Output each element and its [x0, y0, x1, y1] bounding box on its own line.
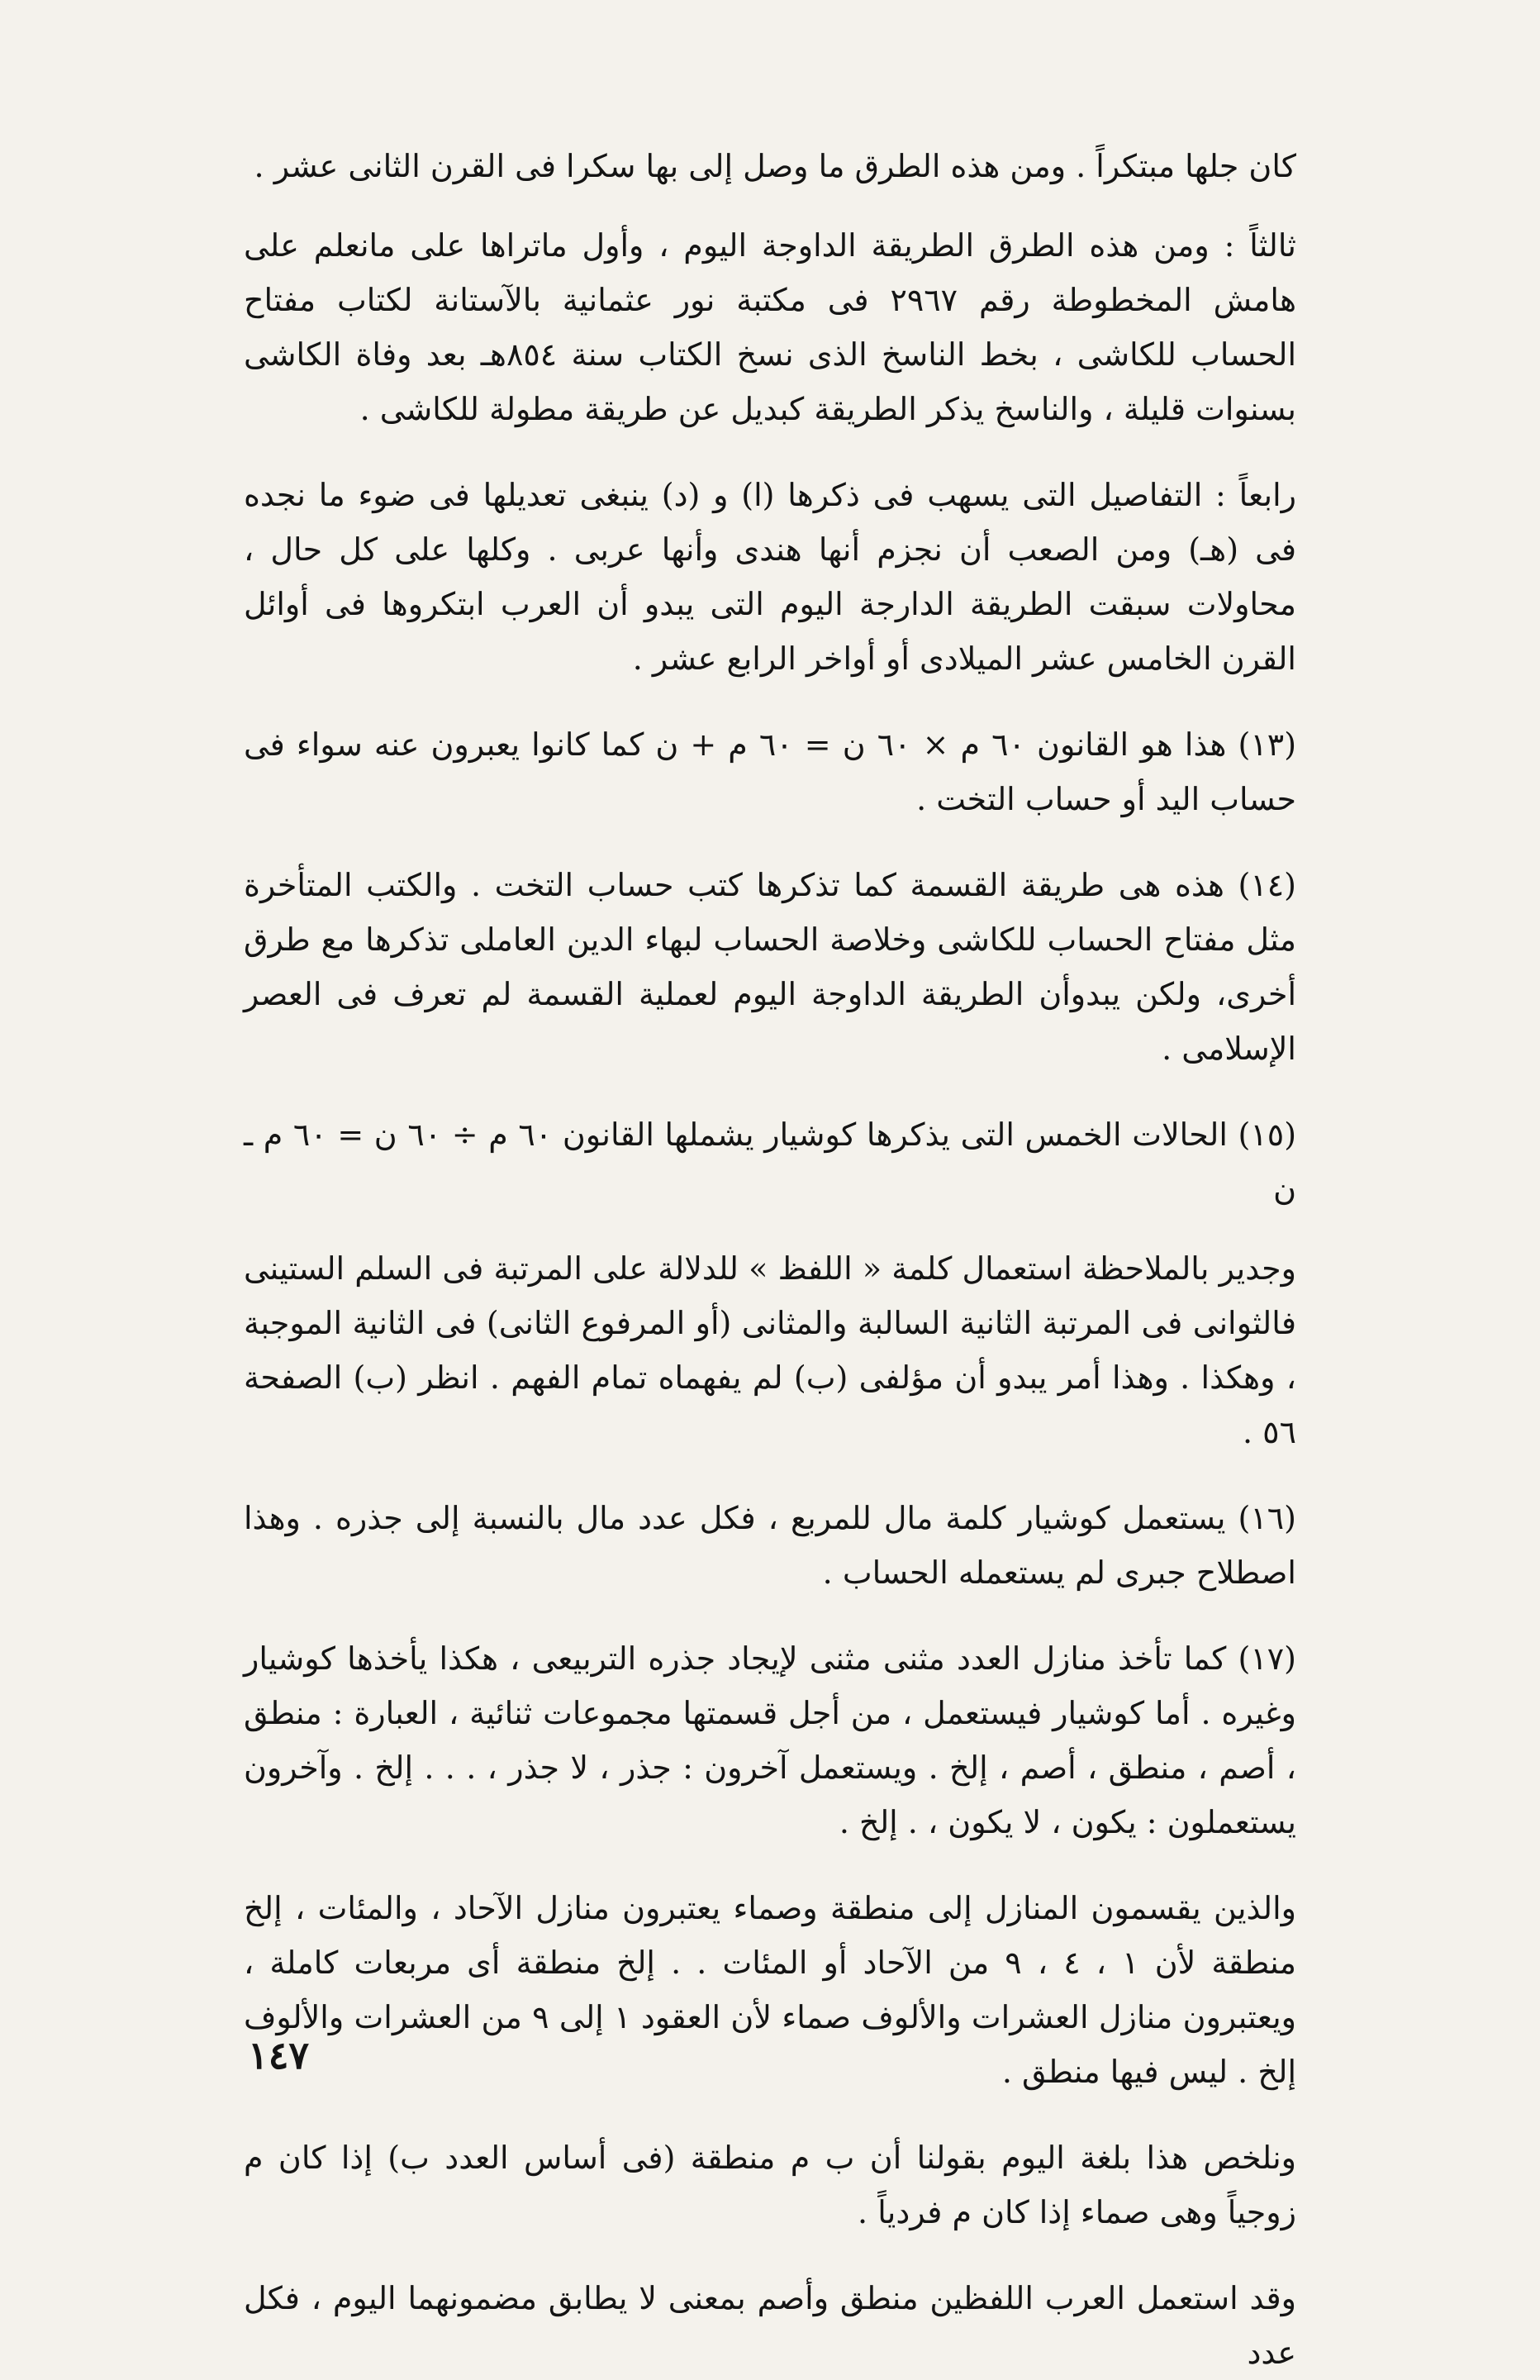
paragraph-3: رابعاً : التفاصيل التى يسهب فى ذكرها (ا) و (د) ينبغى تعديلها فى ضوء ما نجده فى (هـ) ومن الصعب أن نجزم أنها هندى وأنها عربى . وكلها على كل حال ، محاولات سبقت الطريقة الدارجة اليوم التى يبدو أن العرب ابتكروها فى أوائل القرن الخامس عشر الميلادى أو أواخر الرابع عشر .	[244, 477, 1296, 677]
page-number: ١٤٧	[248, 2033, 310, 2078]
paragraph-1: كان جلها مبتكراً . ومن هذه الطرق ما وصل إلى بها سكرا فى القرن الثانى عشر .	[254, 148, 1296, 184]
paragraph-rational-places: والذين يقسمون المنازل إلى منطقة وصماء يعتبرون منازل الآحاد ، والمئات ، إلخ منطقة لأن ١ ، ٤ ، ٩ من الآحاد أو المئات . . إلخ منطقة أى مربعات كاملة ، ويعتبرون منازل العشرات والألوف صماء لأن العقود ١ إلى ٩ من العشرات والألوف إلخ . ليس فيها منطق .	[244, 1890, 1297, 2090]
paragraph-note-15-cont: وجدير بالملاحظة استعمال كلمة « اللفظ » للدلالة على المرتبة فى السلم الستينى فالثوانى فى المرتبة الثانية السالبة والمثانى (أو المرفوع الثانى) فى الثانية الموجبة ، وهكذا . وهذا أمر يبدو أن مؤلفى (ب) لم يفهماه تمام الفهم . انظر (ب) الصفحة ٥٦ .	[244, 1250, 1296, 1450]
paragraph-note-16: (١٦) يستعمل كوشيار كلمة مال للمربع ، فكل عدد مال بالنسبة إلى جذره . وهذا اصطلاح جبرى لم يستعمله الحساب .	[244, 1500, 1296, 1591]
paragraph-summary: ونلخص هذا بلغة اليوم بقولنا أن ب م منطقة (فى أساس العدد ب) إذا كان م زوجياً وهى صماء إذا كان م فردياً .	[244, 2140, 1296, 2230]
paragraph-note-15: (١٥) الحالات الخمس التى يذكرها كوشيار يشملها القانون ٦٠ م ÷ ٦٠ ن = ٦٠ م ـ ن	[244, 1116, 1297, 1207]
paragraph-note-13: (١٣) هذا هو القانون ٦٠ م × ٦٠ ن = ٦٠ م + ن كما كانوا يعبرون عنه سواء فى حساب اليد أو حساب التخت .	[244, 726, 1297, 817]
paragraph-note-14: (١٤) هذه هى طريقة القسمة كما تذكرها كتب حساب التخت . والكتب المتأخرة مثل مفتاح الحساب للكاشى وخلاصة الحساب لبهاء الدين العاملى تذكرها مع طرق أخرى، ولكن يبدوأن الطريقة الداوجة اليوم لعملية القسمة لم تعرف فى العصر الإسلامى .	[244, 867, 1296, 1067]
paragraph-last: وقد استعمل العرب اللفظين منطق وأصم بمعنى لا يطابق مضمونهما اليوم ، فكل عدد	[244, 2280, 1296, 2371]
paragraph-2: ثالثاً : ومن هذه الطرق الطريقة الداوجة اليوم ، وأول ماتراها على مانعلم على هامش المخطوطة رقم ٢٩٦٧ فى مكتبة نور عثمانية بالآستانة لكتاب مفتاح الحساب للكاشى ، بخط الناسخ الذى نسخ الكتاب سنة ٨٥٤هـ بعد وفاة الكاشى بسنوات قليلة ، والناسخ يذكر الطريقة كبديل عن طريقة مطولة للكاشى .	[244, 227, 1296, 427]
paragraph-note-17: (١٧) كما تأخذ منازل العدد مثنى مثنى لإيجاد جذره التربيعى ، هكذا يأخذها كوشيار وغيره . أما كوشيار فيستعمل ، من أجل قسمتها مجموعات ثنائية ، العبارة : منطق ، أصم ، منطق ، أصم ، إلخ . ويستعمل آخرون : جذر ، لا جذر ، . . . إلخ . وآخرون يستعملون : يكون ، لا يكون ، . إلخ .	[244, 1640, 1297, 1840]
